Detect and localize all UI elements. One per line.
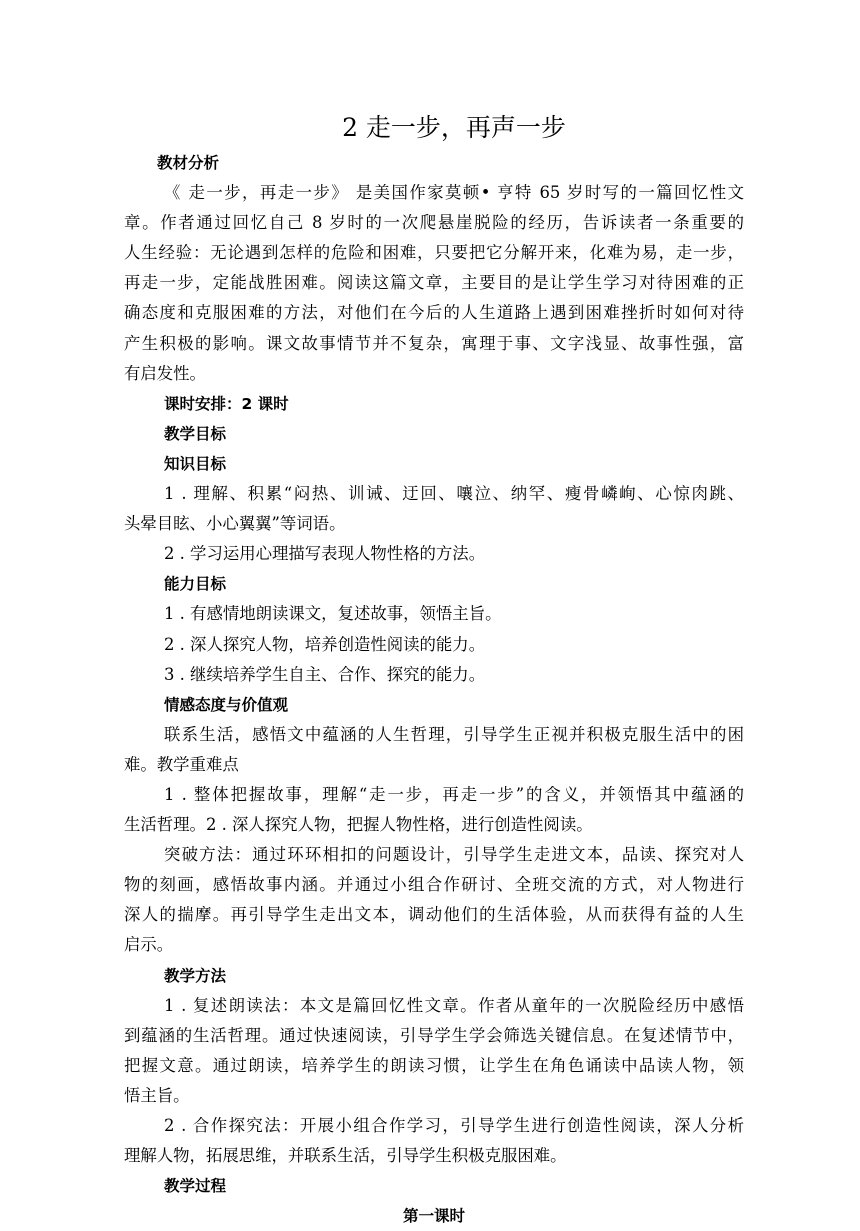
text-line: 章。作者通过回忆自己 8 岁时的一次爬悬崖脱险的经历，告诉读者一条重要的 <box>124 213 744 233</box>
text-line: 头晕目眩、小心翼翼”等词语。 <box>124 514 346 534</box>
text-line: 《 走一步，再走一步》 是美国作家莫顿• 亨特 65 岁时写的一篇回忆性文 <box>164 183 744 203</box>
text-line: 生活哲理。2 . 深人探究人物，把握人物性格，进行创造性阅读。 <box>124 815 593 835</box>
text-line: 1 . 整体把握故事，理解“走一步，再走一步”的含义，并领悟其中蕴涵的 <box>164 784 744 804</box>
document-title: 2 走一步，再声一步 <box>342 113 566 142</box>
text-line: 2 . 学习运用心理描写表现人物性格的方法。 <box>164 544 486 564</box>
text-line: 理解人物，拓展思维，并联系生活，引导学生积极克服困难。 <box>124 1146 567 1166</box>
text-line: 联系生活，感悟文中蕴涵的人生哲理，引导学生正视并积极克服生活中的困 <box>164 724 744 744</box>
section-heading: 课时安排：2 课时 <box>164 394 289 413</box>
document-body <box>124 148 744 1231</box>
text-line: 物的刻画，感悟故事内涵。并通过小组合作研讨、全班交流的方式，对人物进行 <box>124 875 744 895</box>
text-line: 悟主旨。 <box>124 1085 190 1105</box>
text-line: 再走一步，定能战胜困难。阅读这篇文章，主要目的是让学生学习对待困难的正 <box>124 273 744 293</box>
text-line: 2 . 深人探究人物，培养创造性阅读的能力。 <box>164 634 486 654</box>
section-heading: 教学过程 <box>164 1177 227 1196</box>
text-line: 启示。 <box>124 935 174 955</box>
section-heading: 知识目标 <box>164 454 227 473</box>
text-line: 把握文意。通过朗读，培养学生的朗读习惯，让学生在角色诵读中品读人物，领 <box>124 1055 744 1075</box>
section-heading: 情感态度与价值观 <box>164 695 289 714</box>
text-line: 到蕴涵的生活哲理。通过快速阅读，引导学生学会筛选关键信息。在复述情节中， <box>124 1025 744 1045</box>
section-heading: 能力目标 <box>164 575 227 594</box>
text-line: 1 . 有感情地朗读课文，复述故事，领悟主旨。 <box>164 604 502 624</box>
text-line: 有启发性。 <box>124 363 206 383</box>
text-line: 人生经验：无论遇到怎样的危险和困难，只要把它分解开来，化难为易，走一步， <box>124 243 744 263</box>
text-line: 突破方法：通过环环相扣的问题设计，引导学生走进文本，品读、探究对人 <box>164 845 744 865</box>
section-heading: 教学目标 <box>164 424 227 443</box>
text-line: 难。教学重难点 <box>124 754 239 774</box>
text-line: 3 . 继续培养学生自主、合作、探究的能力。 <box>164 664 486 684</box>
text-line: 1 . 复述朗读法：本文是篇回忆性文章。作者从童年的一次脱险经历中感悟 <box>164 995 744 1015</box>
text-line: 2 . 合作探究法：开展小组合作学习，引导学生进行创造性阅读，深人分析 <box>164 1116 744 1135</box>
section-heading: 教材分析 <box>157 154 220 172</box>
section-heading: 教学方法 <box>164 966 227 985</box>
text-line: 确态度和克服困难的方法，对他们在今后的人生道路上遇到困难挫折时如何对待 <box>124 303 744 323</box>
text-line: 1 . 理解、积累“闷热、训诫、迂回、嚷泣、纳罕、瘦骨嶙峋、心惊肉跳、 <box>164 484 744 504</box>
section-heading: 第一课时 <box>402 1207 465 1226</box>
text-line: 产生积极的影响。课文故事情节并不复杂，寓理于事、文字浅显、故事性强，富 <box>124 333 744 353</box>
text-line: 深人的揣摩。再引导学生走出文本，调动他们的生活体验，从而获得有益的人生 <box>124 905 744 925</box>
